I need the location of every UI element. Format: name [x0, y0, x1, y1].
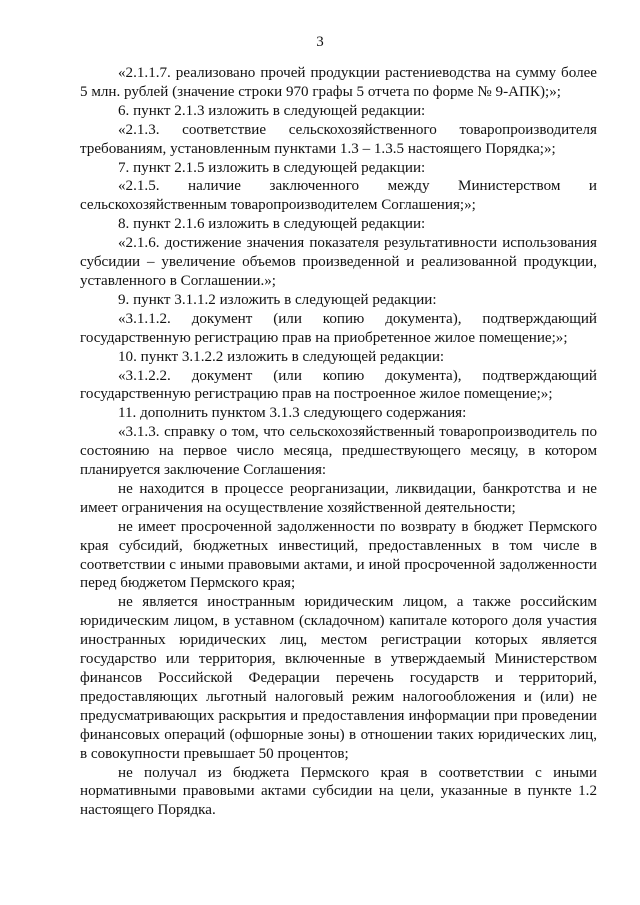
paragraph-item-10: 10. пункт 3.1.2.2 изложить в следующей редакции: [118, 348, 445, 365]
document-body [80, 64, 597, 820]
paragraph-2-1-6: «2.1.6. достижение значения показателя результативности использования субсидии – увеличение объемов произведенной и реализованной продукции, уставленного в Соглашении.»; [80, 235, 597, 289]
paragraph-2-1-1-7: «2.1.1.7. реализовано прочей продукции растениеводства на сумму более 5 млн. рублей (значение строки 970 графы 5 отчета по форме № 9-АПК);»; [80, 65, 597, 100]
paragraph-2-1-3: «2.1.3. соответствие сельскохозяйственного товаропроизводителя требованиям, установленным пунктами 1.3 – 1.3.5 настоящего Порядка;»; [80, 121, 597, 157]
paragraph-condition-subsidies: не получал из бюджета Пермского края в соответствии с иными нормативными правовыми актами субсидии на цели, указанные в пункте 1.2 настоящего Порядка. [80, 764, 597, 819]
paragraph-3-1-3: «3.1.3. справку о том, что сельскохозяйственный товаропроизводитель по состоянию на первое число месяца, предшествующего месяцу, в котором планируется заключение Соглашения: [80, 424, 597, 479]
paragraph-item-9: 9. пункт 3.1.1.2 изложить в следующей редакции: [118, 291, 437, 308]
paragraph-item-7: 7. пункт 2.1.5 изложить в следующей редакции: [118, 159, 426, 176]
paragraph-condition-foreign-entity: не является иностранным юридическим лицом, а также российским юридическим лицом, в уставном (складочном) капитале которого доля участия иностранных юридических лиц, местом регистрации которых является государство или территория, включенные в утверждаемый Министерством финансов Российской Федерации перечень государств и территорий, предоставляющих льготный налоговый режим налогообложения и (или) не предусматривающих раскрытия и предоставления информации при проведении финансовых операций (офшорные зоны) в отношении таких юридических лиц, в совокупности превышает 50 процентов; [80, 594, 597, 762]
paragraph-item-8: 8. пункт 2.1.6 изложить в следующей редакции: [118, 216, 426, 233]
page-number: 3 [316, 34, 324, 50]
paragraph-condition-reorganization: не находится в процессе реорганизации, ликвидации, банкротства и не имеет ограничения на осуществление хозяйственной деятельности; [80, 480, 597, 516]
paragraph-3-1-1-2: «3.1.1.2. документ (или копию документа), подтверждающий государственную регистрацию прав на приобретенное жилое помещение;»; [80, 310, 597, 346]
paragraph-item-6: 6. пункт 2.1.3 изложить в следующей редакции: [118, 102, 426, 119]
paragraph-3-1-2-2: «3.1.2.2. документ (или копию документа), подтверждающий государственную регистрацию прав на построенное жилое помещение;»; [80, 367, 597, 403]
paragraph-condition-debt: не имеет просроченной задолженности по возврату в бюджет Пермского края субсидий, бюджетных инвестиций, предоставленных в том числе в соответствии с иными правовыми актами, и иной просроченной задолженности перед бюджетом Пермского края; [80, 518, 597, 592]
paragraph-item-11: 11. дополнить пунктом 3.1.3 следующего содержания: [118, 405, 467, 422]
paragraph-2-1-5: «2.1.5. наличие заключенного между Министерством и сельскохозяйственным товаропроизводителем Соглашения;»; [80, 178, 597, 214]
